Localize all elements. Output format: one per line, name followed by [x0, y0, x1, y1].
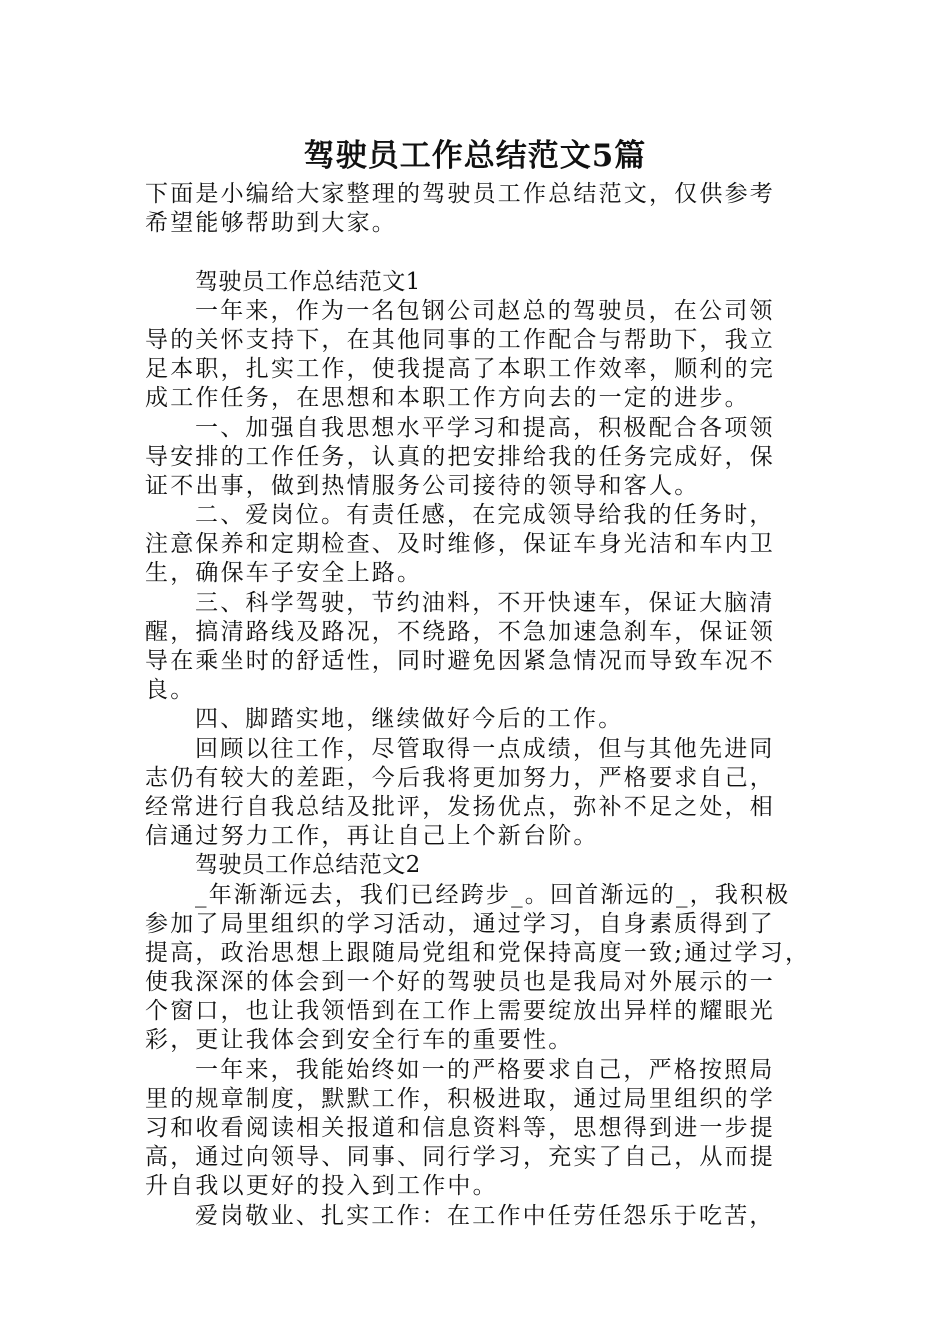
paragraph-line: 里的规章制度，默默工作，积极进取，通过局里组织的学: [145, 1085, 775, 1112]
paragraph-line: 回顾以往工作，尽管取得一点成绩，但与其他先进同: [195, 735, 775, 762]
paragraph-line: 一年来，作为一名包钢公司赵总的驾驶员，在公司领: [195, 297, 775, 324]
paragraph-line: 醒，搞清路线及路况，不绕路，不急加速急刹车，保证领: [145, 618, 775, 645]
paragraph-line: 证不出事，做到热情服务公司接待的领导和客人。: [145, 472, 700, 499]
paragraph-line: _年渐渐远去，我们已经跨步_。回首渐远的_，我积极: [195, 881, 791, 908]
section-heading-2: 驾驶员工作总结范文2: [195, 852, 421, 879]
paragraph-line: 四、脚踏实地，继续做好今后的工作。: [195, 706, 624, 733]
paragraph-line: 一年来，我能始终如一的严格要求自己，严格按照局: [195, 1056, 775, 1083]
paragraph-line: 导安排的工作任务，认真的把安排给我的任务完成好，保: [145, 443, 775, 470]
paragraph-line: 提高，政治思想上跟随局党组和党保持高度一致;通过学习，: [145, 939, 811, 966]
paragraph-line: 升自我以更好的投入到工作中。: [145, 1173, 498, 1200]
section-heading-1: 驾驶员工作总结范文1: [195, 268, 421, 295]
paragraph-line: 成工作任务，在思想和本职工作方向去的一定的进步。: [145, 385, 750, 412]
document-body: [145, 180, 813, 1231]
paragraph-line: 信通过努力工作，再让自己上个新台阶。: [145, 823, 599, 850]
paragraph-line: 良。: [145, 677, 196, 704]
paragraph-line: 爱岗敬业、扎实工作：在工作中任劳任怨乐于吃苦，: [195, 1202, 775, 1229]
paragraph-line: 使我深深的体会到一个好的驾驶员也是我局对外展示的一: [145, 969, 775, 996]
intro-line: 希望能够帮助到大家。: [145, 210, 397, 237]
document-title: 驾驶员工作总结范文5篇: [303, 138, 647, 174]
paragraph-line: 二、爱岗位。有责任感，在完成领导给我的任务时，: [195, 502, 775, 529]
blank-line: [145, 238, 813, 267]
paragraph-line: 足本职，扎实工作，使我提高了本职工作效率，顺利的完: [145, 356, 775, 383]
paragraph-line: 生，确保车子安全上路。: [145, 560, 423, 587]
paragraph-line: 参加了局里组织的学习活动，通过学习，自身素质得到了: [145, 910, 775, 937]
paragraph-line: 经常进行自我总结及批评，发扬优点，弥补不足之处，相: [145, 793, 775, 820]
paragraph-line: 高，通过向领导、同事、同行学习，充实了自己，从而提: [145, 1144, 775, 1171]
paragraph-line: 导的关怀支持下，在其他同事的工作配合与帮助下，我立: [145, 326, 775, 353]
paragraph-line: 三、科学驾驶，节约油料，不开快速车，保证大脑清: [195, 589, 775, 616]
paragraph-line: 个窗口，也让我领悟到在工作上需要绽放出异样的耀眼光: [145, 998, 775, 1025]
intro-line: 下面是小编给大家整理的驾驶员工作总结范文，仅供参考: [145, 181, 775, 207]
paragraph-line: 彩，更让我体会到安全行车的重要性。: [145, 1027, 574, 1054]
paragraph-line: 注意保养和定期检查、及时维修，保证车身光洁和车内卫: [145, 531, 775, 558]
paragraph-line: 一、加强自我思想水平学习和提高，积极配合各项领: [195, 414, 775, 441]
paragraph-line: 志仍有较大的差距，今后我将更加努力，严格要求自己，: [145, 764, 775, 791]
paragraph-line: 习和收看阅读相关报道和信息资料等，思想得到进一步提: [145, 1115, 775, 1141]
paragraph-line: 导在乘坐时的舒适性，同时避免因紧急情况而导致车况不: [145, 648, 775, 674]
